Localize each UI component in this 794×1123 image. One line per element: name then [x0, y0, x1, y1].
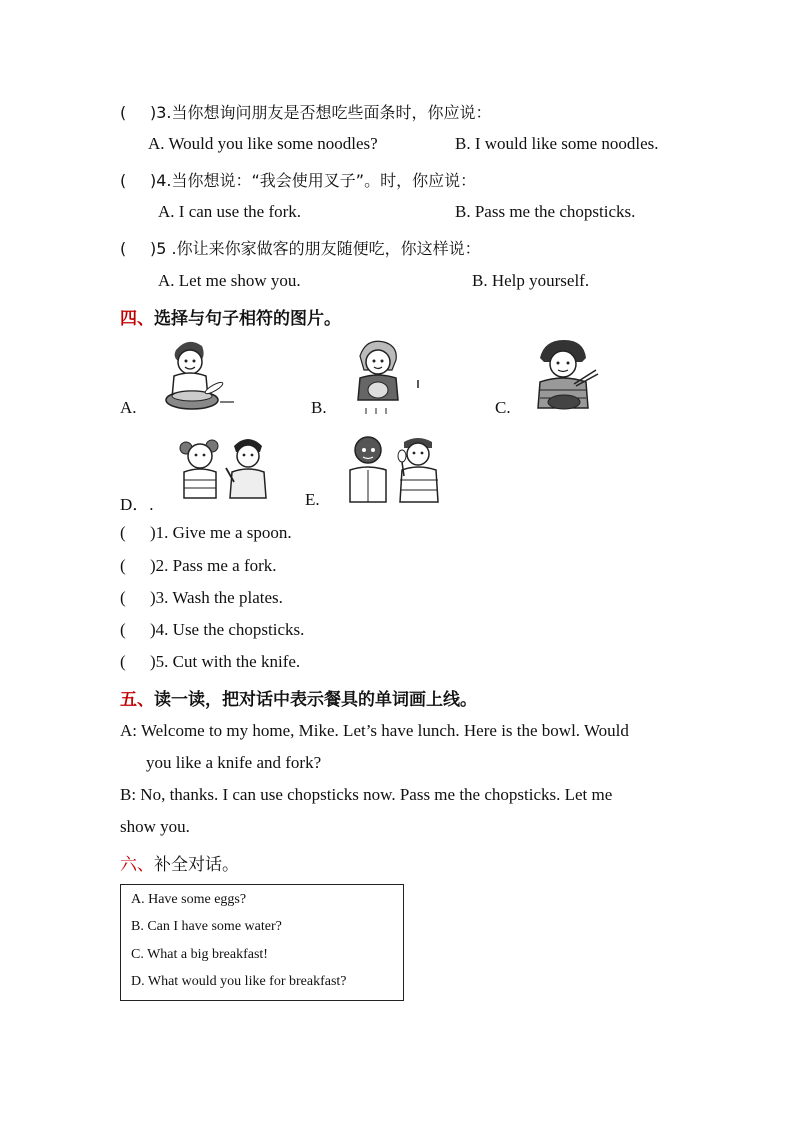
question-3: ( )3.当你想询问朋友是否想吃些面条时，你应说：: [120, 103, 492, 122]
match-item-5: ( )5. Cut with the knife.: [120, 652, 301, 671]
q5-option-a: A. Let me show you.: [158, 271, 301, 290]
match-item-1: ( )1. Give me a spoon.: [120, 523, 292, 542]
option-c: C. What a big breakfast!: [131, 947, 268, 962]
dialogue-line-3: B: No, thanks. I can use chopsticks now. Pass me the chopsticks. Let me: [120, 785, 613, 804]
question-5: ( )5 .你让来你家做客的朋友随便吃，你这样说：: [120, 239, 481, 258]
dialogue-line-2: you like a knife and fork?: [146, 753, 322, 772]
q3-option-b: B. I would like some noodles.: [455, 134, 659, 153]
match-item-3: ( )3. Wash the plates.: [120, 588, 283, 607]
picture-label-e: E.: [305, 490, 320, 509]
boy-washing-plates-illustration: [158, 336, 236, 414]
q3-option-a: A. Would you like some noodles?: [148, 134, 378, 153]
section-6-heading: 六、补全对话。: [120, 855, 239, 875]
q4-option-b: B. Pass me the chopsticks.: [455, 202, 636, 221]
match-item-4: ( )4. Use the chopsticks.: [120, 620, 305, 639]
dialogue-line-4: show you.: [120, 817, 190, 836]
option-d: D. What would you like for breakfast?: [131, 974, 347, 989]
picture-label-d: D．.: [120, 495, 154, 514]
section-5-heading: 五、读一读，把对话中表示餐具的单词画上线。: [120, 690, 477, 710]
boy-with-chopsticks-illustration: [530, 336, 602, 414]
options-box: [120, 884, 404, 1001]
q4-option-a: A. I can use the fork.: [158, 202, 302, 221]
children-with-knife-illustration: [176, 432, 272, 504]
section-4-heading: 四、选择与句子相符的图片。: [120, 309, 341, 329]
option-a: A. Have some eggs?: [131, 892, 247, 907]
question-4: ( )4.当你想说：“我会使用叉子”。时，你应说：: [120, 171, 477, 190]
dialogue-line-1: A: Welcome to my home, Mike. Let’s have lunch. Here is the bowl. Would: [120, 721, 629, 740]
picture-label-a: A.: [120, 398, 137, 417]
girl-with-fork-illustration: [346, 336, 422, 416]
option-b: B. Can I have some water?: [131, 919, 282, 934]
picture-label-c: C.: [495, 398, 511, 417]
picture-label-b: B.: [311, 398, 327, 417]
boys-with-spoon-illustration: [346, 432, 442, 506]
match-item-2: ( )2. Pass me a fork.: [120, 556, 277, 575]
q5-option-b: B. Help yourself.: [472, 271, 590, 290]
